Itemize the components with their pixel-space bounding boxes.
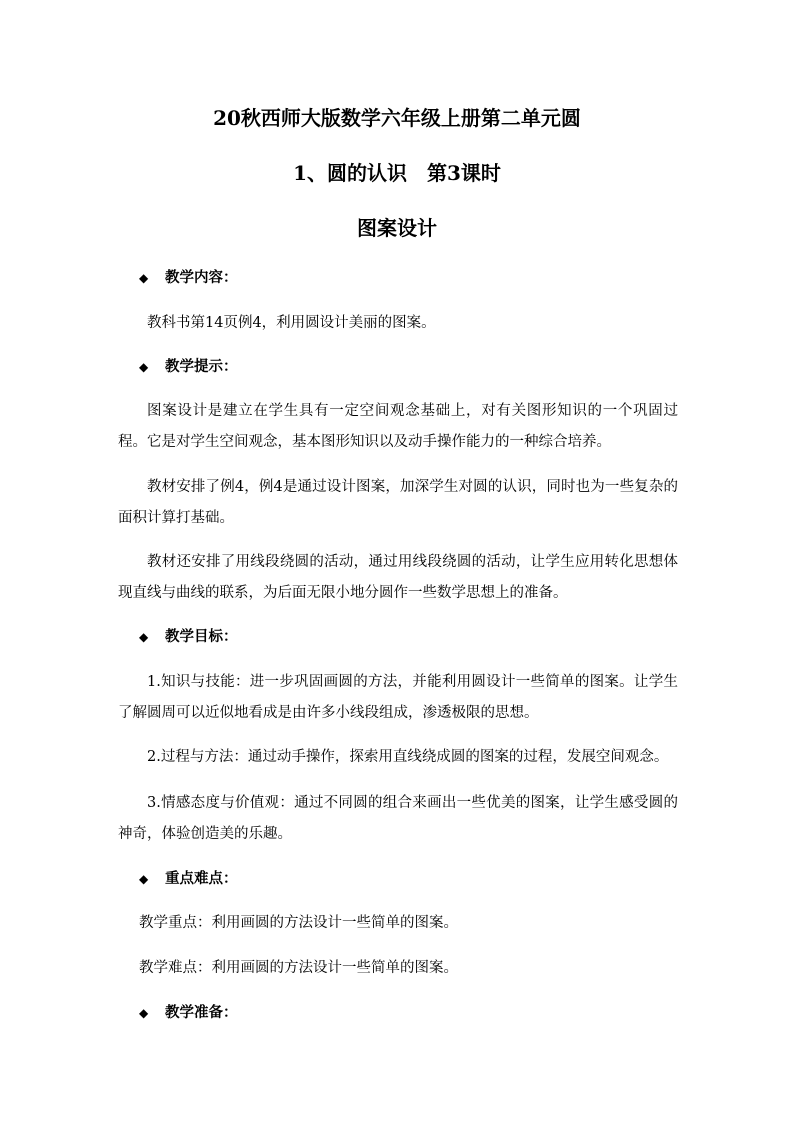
document-title: 20秋西师大版数学六年级上册第二单元圆 xyxy=(213,106,581,130)
diamond-bullet-icon: ◆ xyxy=(139,872,149,886)
heading-key-difficult-points xyxy=(139,869,238,889)
heading-teaching-hints xyxy=(139,357,238,377)
diamond-bullet-icon: ◆ xyxy=(139,271,149,285)
heading-label: 教学准备： xyxy=(165,1004,238,1021)
teaching-content-text: 教科书第14页例4，利用圆设计美丽的图案。 xyxy=(147,315,436,331)
heading-label: 重点难点： xyxy=(165,870,238,887)
diamond-bullet-icon: ◆ xyxy=(139,630,149,644)
heading-teaching-preparation xyxy=(139,1003,238,1023)
goal-process-methods: 2.过程与方法：通过动手操作，探索用直线绕成圆的图案的过程，发展空间观念。 xyxy=(147,749,669,765)
lesson-topic: 图案设计 xyxy=(357,216,437,240)
heading-label: 教学目标： xyxy=(165,628,238,645)
teaching-difficulty-text: 教学难点：利用画圆的方法设计一些简单的图案。 xyxy=(139,960,458,976)
hints-paragraph-3: 教材还安排了用线段绕圆的活动，通过用线段绕圆的活动，让学生应用转化思想体现直线与曲线的联系，为后面无限小地分圆作一些数学思想上的准备。 xyxy=(118,554,678,601)
hints-paragraph-1: 图案设计是建立在学生具有一定空间观念基础上，对有关图形知识的一个巩固过程。它是对学生空间观念，基本图形知识以及动手操作能力的一种综合培养。 xyxy=(118,403,678,450)
diamond-bullet-icon: ◆ xyxy=(139,360,149,374)
heading-teaching-goals xyxy=(139,627,238,647)
heading-teaching-content xyxy=(139,268,238,288)
heading-label: 教学内容： xyxy=(165,269,238,286)
heading-label: 教学提示： xyxy=(165,358,238,375)
goal-knowledge-skills: 1.知识与技能：进一步巩固画圆的方法，并能利用圆设计一些简单的图案。让学生了解圆周可以近似地看成是由许多小线段组成，渗透极限的思想。 xyxy=(118,674,678,721)
lesson-subtitle: 1、圆的认识 第3课时 xyxy=(293,161,501,185)
goal-emotion-values: 3.情感态度与价值观：通过不同圆的组合来画出一些优美的图案，让学生感受圆的神奇，体验创造美的乐趣。 xyxy=(118,795,678,842)
teaching-focus-text: 教学重点：利用画圆的方法设计一些简单的图案。 xyxy=(139,915,458,931)
hints-paragraph-2: 教材安排了例4，例4是通过设计图案，加深学生对圆的认识，同时也为一些复杂的面积计算打基础。 xyxy=(118,479,678,526)
diamond-bullet-icon: ◆ xyxy=(139,1006,149,1020)
